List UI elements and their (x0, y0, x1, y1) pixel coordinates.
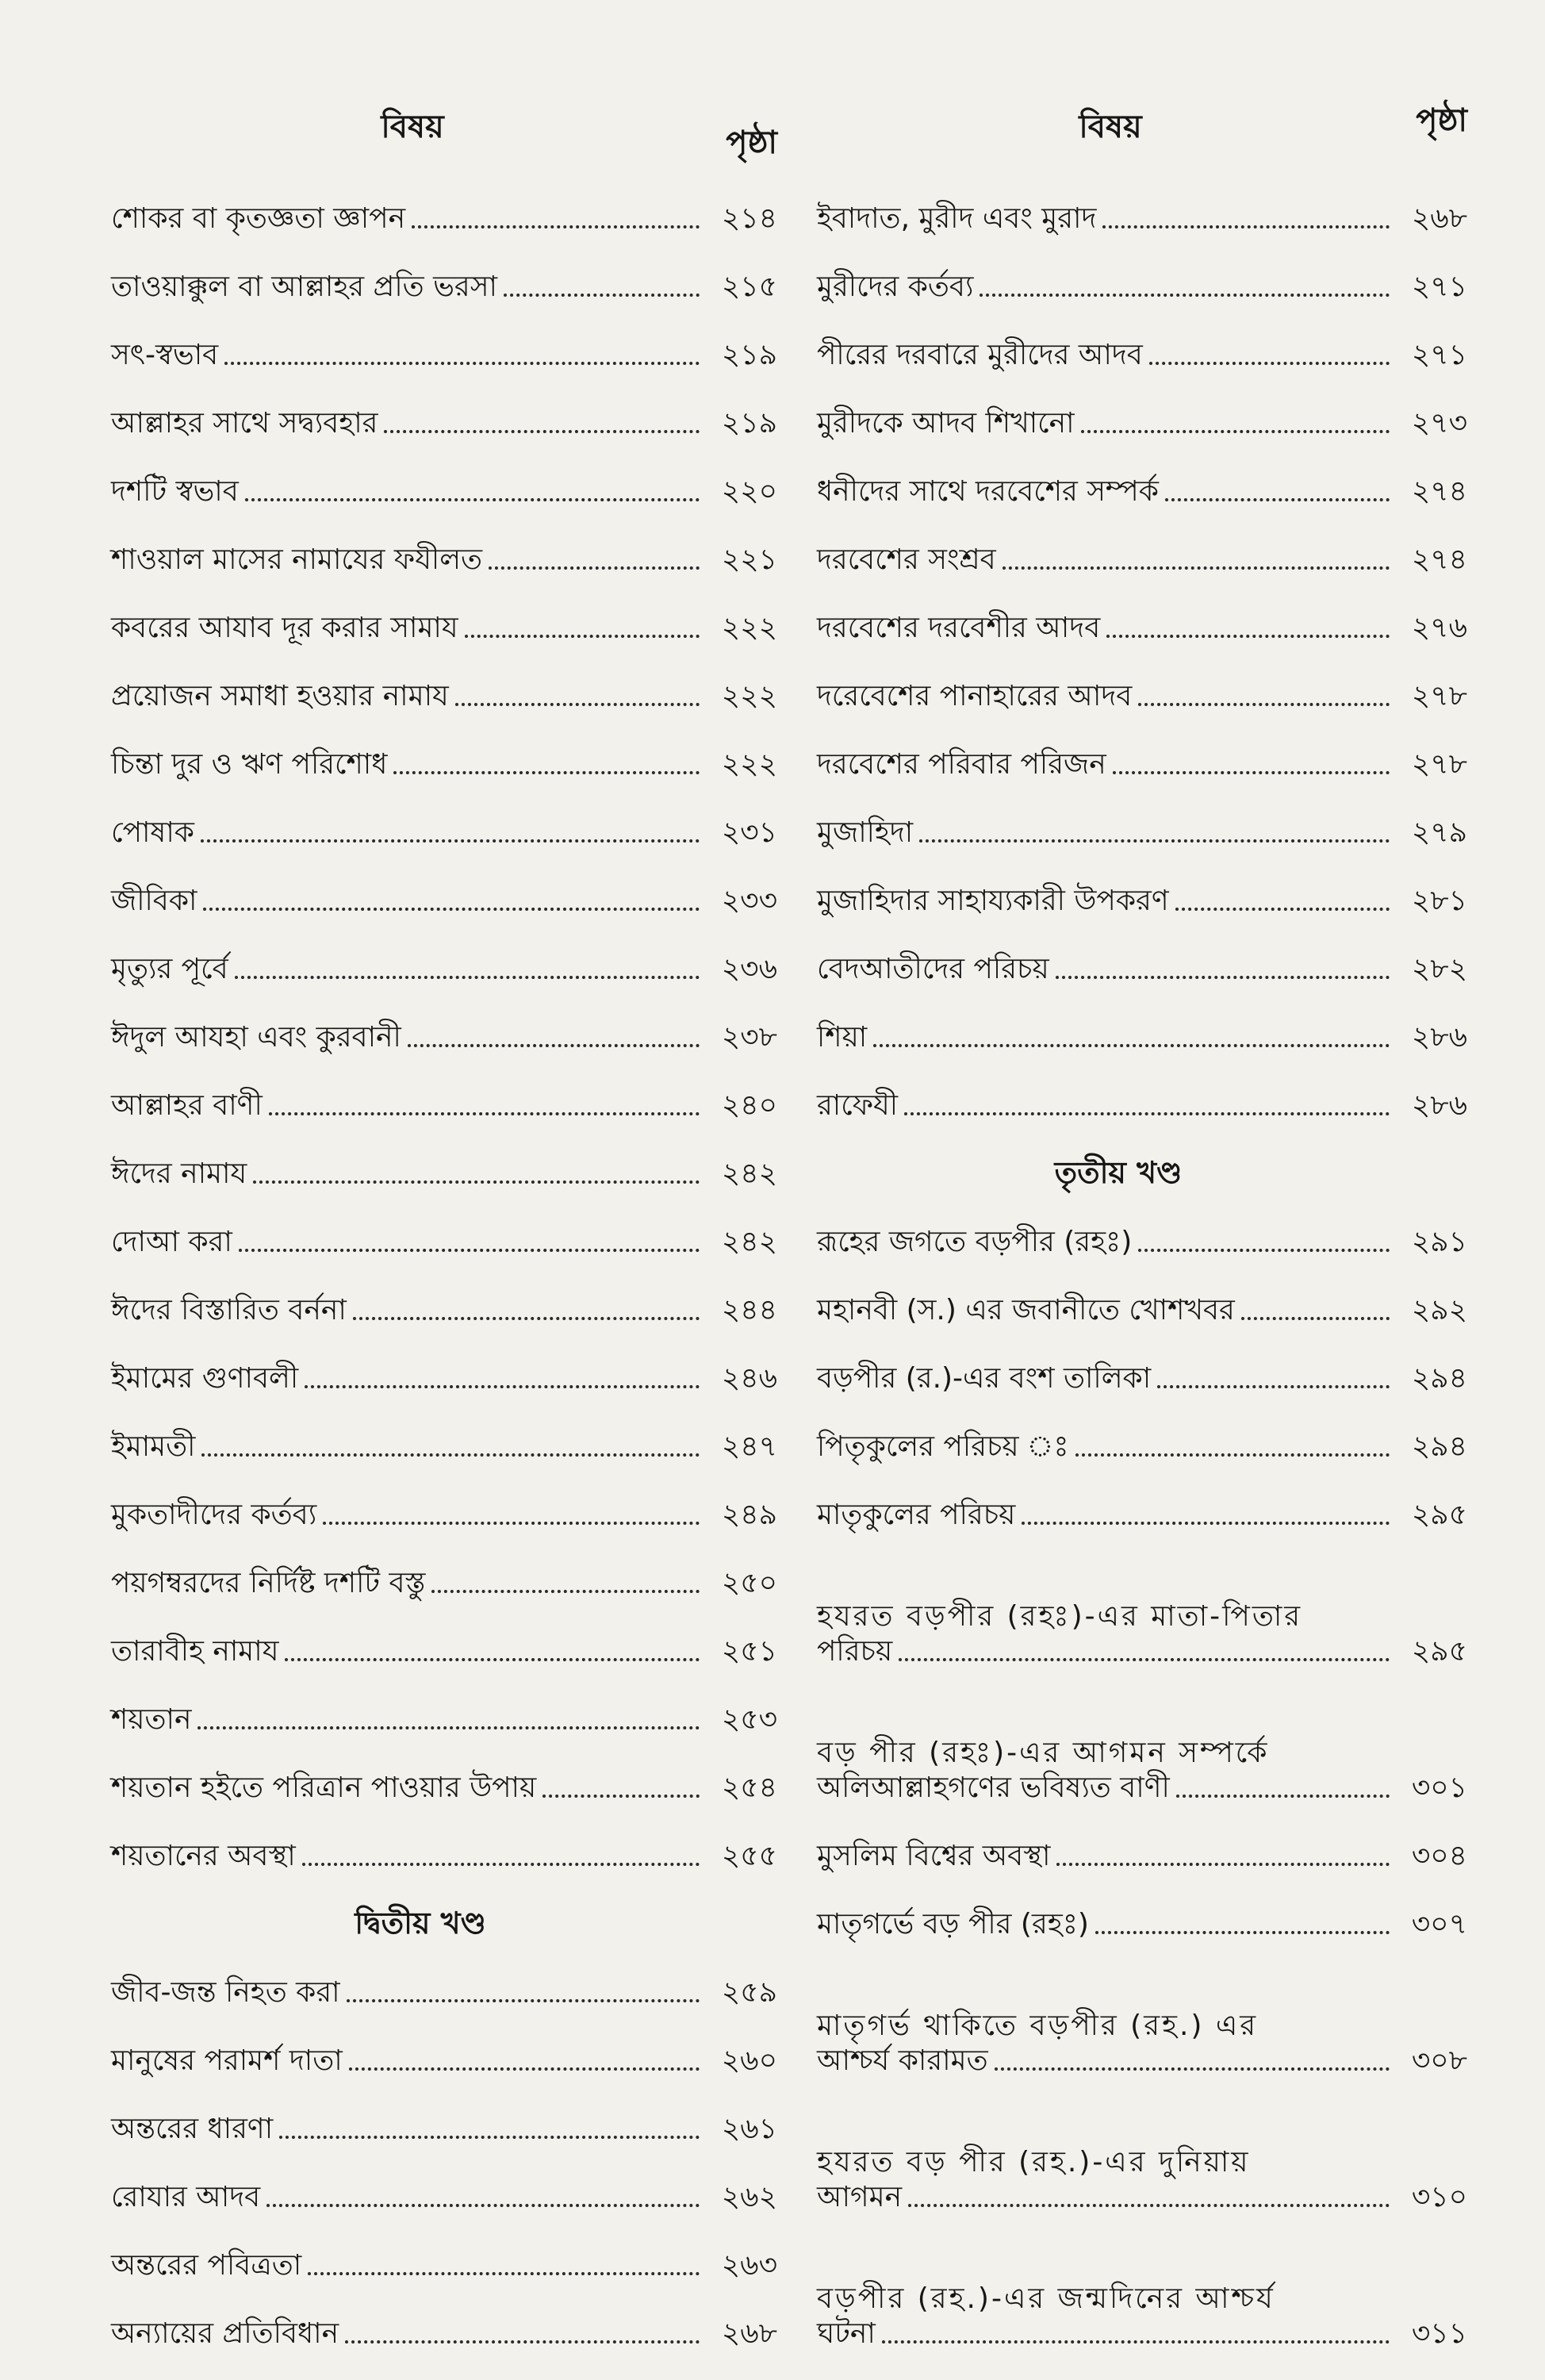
entry-page-number: ২৫৯ (721, 1976, 777, 2009)
toc-entry (817, 441, 1467, 509)
toc-entry (111, 1533, 777, 1601)
dot-leader (302, 1863, 700, 1866)
entry-page-number: ২৬৮ (721, 2317, 777, 2350)
left-entries (111, 168, 777, 1874)
toc-entry (111, 1396, 777, 1464)
toc-entry (111, 2079, 777, 2147)
toc-entry (111, 2010, 777, 2079)
toc-entry (111, 305, 777, 373)
entry-page-number: ২৭১ (1411, 271, 1467, 303)
entry-page-number: ২৫০ (721, 1567, 777, 1599)
dot-leader (1157, 1385, 1390, 1388)
entry-title: পোষাক (111, 816, 194, 849)
entry-page-number: ২৮৬ (1411, 1089, 1467, 1122)
entry-page-number: ২৭৬ (1411, 612, 1467, 644)
toc-entry (817, 1192, 1467, 1260)
toc-entry (817, 714, 1467, 782)
dot-leader (1176, 1795, 1390, 1798)
left-entries-volume-2 (111, 1942, 777, 2351)
toc-entry (111, 1464, 777, 1533)
entry-page-number: ২৪৪ (721, 1294, 777, 1326)
entry-title: সৎ-স্বভাব (111, 339, 219, 371)
dot-leader (1003, 566, 1390, 570)
entry-page-number: ২৮২ (1411, 953, 1467, 985)
dot-leader (285, 1658, 700, 1661)
left-column (111, 95, 777, 2351)
entry-title: মাতৃগর্ভে বড় পীর (রহঃ) (817, 1908, 1089, 1940)
toc-entry (817, 646, 1467, 714)
toc-entry (111, 236, 777, 305)
entry-page-number: ২৪০ (721, 1089, 777, 1122)
entry-page-number: ২৭১ (1411, 339, 1467, 371)
dot-leader (1102, 225, 1390, 228)
entry-title: শিয়া (817, 1021, 868, 1054)
dot-leader (269, 1112, 700, 1115)
toc-entry (111, 1328, 777, 1396)
toc-entry (817, 1055, 1467, 1123)
entry-title: দরেবেশের পানাহারের আদব (817, 680, 1133, 712)
entry-page-number: ৩১০ (1411, 2181, 1467, 2213)
dot-leader (253, 1180, 700, 1184)
entry-title: মাতৃকুলের পরিচয় (817, 1499, 1016, 1531)
entry-title: পয়গম্বরদের নির্দিষ্ট দশটি বস্তু (111, 1567, 426, 1599)
entry-page-number: ২৮১ (1411, 885, 1467, 917)
toc-entry (111, 1192, 777, 1260)
entry-title-line1: মাতৃগর্ভ থাকিতে বড়পীর (রহ.) এর (817, 2010, 1259, 2042)
toc-entry (817, 305, 1467, 373)
dot-leader (1241, 1317, 1390, 1320)
toc-entry (111, 646, 777, 714)
topic-heading: বিষয় (1079, 109, 1142, 145)
dot-leader (353, 1317, 700, 1320)
dot-leader (408, 1044, 700, 1047)
entry-title: পিতৃকুলের পরিচয় ঃ (817, 1430, 1069, 1463)
entry-title: বেদআতীদের পরিচয় (817, 953, 1049, 985)
entry-title-line1: বড়পীর (রহ.)-এর জন্মদিনের আশ্চর্য (817, 2282, 1275, 2315)
entry-title: অন্যায়ের প্রতিবিধান (111, 2317, 339, 2350)
entry-title: কবরের আযাব দূর করার সামায (111, 612, 458, 644)
entry-page-number: ২৯১ (1411, 1226, 1467, 1258)
toc-entry (817, 168, 1467, 236)
entry-title: মুরীদের কর্তব্য (817, 271, 974, 303)
entry-title: দরবেশের দরবেশীর আদব (817, 612, 1101, 644)
entry-title: ঈদের নামায (111, 1157, 247, 1190)
entry-page-number: ২৬১ (721, 2113, 777, 2145)
entry-page-number: ২১৯ (721, 407, 777, 440)
entry-title-row (817, 2180, 1467, 2215)
entry-page-number: ২২২ (721, 680, 777, 712)
left-column-header (111, 95, 777, 168)
entry-title: মানুষের পরামর্শ দাতা (111, 2044, 343, 2077)
dot-leader (1075, 1453, 1390, 1457)
entry-page-number: ২৬৮ (1411, 202, 1467, 235)
dot-leader (1056, 1863, 1390, 1866)
entry-title: ধনীদের সাথে দরবেশের সম্পর্ক (817, 475, 1159, 508)
toc-entry (817, 373, 1467, 441)
toc-entry (111, 782, 777, 850)
toc-entry (111, 1669, 777, 1737)
toc-entry (111, 2215, 777, 2283)
entry-title-row (817, 2044, 1467, 2079)
entry-title-line1: বড় পীর (রহঃ)-এর আগমন সম্পর্কে (817, 1737, 1270, 1769)
entry-title: তারাবীহ নামায (111, 1635, 279, 1668)
dot-leader (1165, 498, 1390, 501)
dot-leader (1081, 430, 1390, 433)
topic-heading: বিষয় (381, 109, 444, 145)
entry-page-number: ২১৫ (721, 271, 777, 303)
dot-leader (245, 498, 700, 501)
entry-page-number: ২৭৯ (1411, 816, 1467, 849)
entry-title: শাওয়াল মাসের নামাযের ফযীলত (111, 543, 483, 576)
dot-leader (1056, 976, 1390, 979)
entry-page-number: ২৫৪ (721, 1772, 777, 1804)
toc-entry (111, 168, 777, 236)
entry-page-number: ২৪৬ (721, 1362, 777, 1395)
entry-page-number: ২৭৮ (1411, 680, 1467, 712)
entry-title: রাফেযী (817, 1089, 899, 1122)
toc-entry (817, 2215, 1467, 2351)
section-heading-volume-2: দ্বিতীয় খণ্ড (355, 1906, 486, 1940)
entry-page-number: ২৫৫ (721, 1840, 777, 1872)
entry-title: ঈদের বিস্তারিত বর্ননা (111, 1294, 347, 1326)
toc-entry (111, 850, 777, 919)
entry-title: আল্লাহর সাথে সদ্ব্যবহার (111, 407, 378, 440)
dot-leader (908, 2204, 1390, 2207)
entry-page-number: ২১৪ (721, 202, 777, 235)
dot-leader (384, 430, 700, 433)
entry-title: রূহের জগতে বড়পীর (রহঃ) (817, 1226, 1133, 1258)
dot-leader (345, 2340, 700, 2344)
right-entries (817, 168, 1467, 1123)
toc-entry (817, 1874, 1467, 1942)
entry-page-number: ২৪৯ (721, 1499, 777, 1531)
dot-leader (1095, 1931, 1390, 1934)
dot-leader (239, 1249, 700, 1252)
dot-leader (266, 2204, 700, 2207)
dot-leader (1138, 1249, 1390, 1252)
toc-entry (817, 782, 1467, 850)
entry-title: মুজাহিদার সাহায্যকারী উপকরণ (817, 885, 1169, 917)
dot-leader (203, 908, 700, 911)
toc-entry (817, 1328, 1467, 1396)
entry-page-number: ২২০ (721, 475, 777, 508)
toc-entry (817, 1533, 1467, 1669)
dot-leader (919, 839, 1390, 843)
entry-title: প্রয়োজন সমাধা হওয়ার নামায (111, 680, 449, 712)
dot-leader (323, 1522, 700, 1525)
toc-entry (111, 373, 777, 441)
entry-page-number: ২৯২ (1411, 1294, 1467, 1326)
entry-page-number: ৩০৭ (1411, 1908, 1467, 1940)
toc-entry (111, 1601, 777, 1669)
entry-title-line1: হযরত বড় পীর (রহ.)-এর দুনিয়ায় (817, 2146, 1251, 2178)
toc-entry (111, 2147, 777, 2215)
dot-leader (899, 1658, 1390, 1661)
toc-entry (111, 1260, 777, 1328)
dot-leader (980, 294, 1390, 297)
entry-title-line1: হযরত বড়পীর (রহঃ)-এর মাতা-পিতার (817, 1600, 1303, 1633)
entry-title: মুসলিম বিশ্বের অবস্থা (817, 1840, 1051, 1872)
entry-page-number: ৩১১ (1411, 2317, 1467, 2350)
entry-page-number: ৩০৮ (1411, 2044, 1467, 2077)
entry-title: মৃত্যুর পূর্বে (111, 953, 228, 985)
entry-title: ইমামতী (111, 1430, 196, 1463)
toc-entry (111, 1055, 777, 1123)
entry-title: তাওয়াক্কুল বা আল্লাহর প্রতি ভরসা (111, 271, 497, 303)
entry-title: ঘটনা (817, 2317, 876, 2350)
entry-page-number: ২৭৮ (1411, 748, 1467, 781)
entry-page-number: ২৬৩ (721, 2249, 777, 2282)
entry-page-number: ২৯৪ (1411, 1430, 1467, 1463)
page-heading: পৃষ্ঠা (1416, 102, 1467, 139)
dot-leader (308, 2272, 700, 2275)
dot-leader (542, 1795, 700, 1798)
dot-leader (224, 362, 700, 365)
toc-entry (817, 236, 1467, 305)
dot-leader (201, 1453, 700, 1457)
toc-entry (111, 578, 777, 646)
entry-page-number: ২৪২ (721, 1157, 777, 1190)
toc-entry (111, 1737, 777, 1806)
entry-page-number: ২৩১ (721, 816, 777, 849)
entry-page-number: ২৫১ (721, 1635, 777, 1668)
dot-leader (489, 566, 700, 570)
entry-page-number: ২৭৪ (1411, 543, 1467, 576)
entry-page-number: ২৪২ (721, 1226, 777, 1258)
entry-title: দরবেশের পরিবার পরিজন (817, 748, 1106, 781)
right-column-header (817, 95, 1467, 168)
toc-entry (817, 1806, 1467, 1874)
entry-page-number: ৩০১ (1411, 1772, 1467, 1804)
entry-page-number: ২১৯ (721, 339, 777, 371)
entry-title-row (817, 1771, 1467, 1806)
dot-leader (347, 1999, 700, 2002)
entry-title: শয়তান (111, 1703, 192, 1736)
dot-leader (305, 1385, 700, 1388)
toc-entry (817, 1464, 1467, 1533)
dot-leader (465, 635, 700, 638)
toc-entry (817, 919, 1467, 987)
dot-leader (197, 1726, 700, 1729)
dot-leader (1149, 362, 1390, 365)
entry-page-number: ২২২ (721, 612, 777, 644)
entry-title: দোআ করা (111, 1226, 232, 1258)
toc-entry (817, 1260, 1467, 1328)
entry-title: মুজাহিদা (817, 816, 914, 849)
dot-leader (455, 703, 700, 706)
entry-title: দরবেশের সংশ্রব (817, 543, 996, 576)
dot-leader (393, 771, 700, 774)
toc-entry (817, 850, 1467, 919)
entry-title: রোযার আদব (111, 2181, 261, 2213)
entry-page-number: ২৪৭ (721, 1430, 777, 1463)
dot-leader (995, 2067, 1390, 2071)
entry-page-number: ২৫৩ (721, 1703, 777, 1736)
entry-title: পীরের দরবারে মুরীদের আদব (817, 339, 1143, 371)
dot-leader (349, 2067, 700, 2071)
section-heading-volume-3: তৃতীয় খণ্ড (1054, 1155, 1183, 1190)
entry-title: শোকর বা কৃতজ্ঞতা জ্ঞাপন (111, 202, 406, 235)
page-heading: পৃষ্ঠা (726, 125, 777, 161)
entry-title: আল্লাহর বাণী (111, 1089, 263, 1122)
entry-page-number: ২৮৬ (1411, 1021, 1467, 1054)
entry-title: আগমন (817, 2181, 903, 2213)
entry-title: বড়পীর (র.)-এর বংশ তালিকা (817, 1362, 1152, 1395)
entry-page-number: ২৯৫ (1411, 1635, 1467, 1668)
entry-title: ইমামের গুণাবলী (111, 1362, 299, 1395)
dot-leader (1175, 908, 1390, 911)
toc-entry (111, 1806, 777, 1874)
toc-entry (111, 714, 777, 782)
dot-leader (235, 976, 700, 979)
right-column (817, 95, 1467, 2351)
dot-leader (412, 225, 700, 228)
entry-page-number: ২৯৫ (1411, 1499, 1467, 1531)
toc-entry (817, 578, 1467, 646)
entry-title-row (817, 2317, 1467, 2351)
entry-title: অলিআল্লাহগণের ভবিষ্যত বাণী (817, 1772, 1170, 1804)
dot-leader (904, 1112, 1390, 1115)
entry-title: মহানবী (স.) এর জবানীতে খোশখবর (817, 1294, 1235, 1326)
toc-entry (111, 441, 777, 509)
dot-leader (504, 294, 700, 297)
toc-entry (111, 987, 777, 1055)
entry-page-number: ২৭৩ (1411, 407, 1467, 440)
dot-leader (431, 1590, 700, 1593)
entry-page-number: ২৩৬ (721, 953, 777, 985)
entry-title: পরিচয় (817, 1635, 893, 1668)
toc-entry (817, 1396, 1467, 1464)
entry-page-number: ২৯৪ (1411, 1362, 1467, 1395)
dot-leader (873, 1044, 1390, 1047)
entry-page-number: ২৩৩ (721, 885, 777, 917)
dot-leader (201, 839, 700, 843)
entry-title: জীবিকা (111, 885, 197, 917)
dot-leader (1138, 703, 1390, 706)
toc-entry (817, 987, 1467, 1055)
toc-entry (111, 919, 777, 987)
entry-title-row (817, 1634, 1467, 1669)
entry-page-number: ২২২ (721, 748, 777, 781)
entry-title: মুরীদকে আদব শিখানো (817, 407, 1075, 440)
entry-title: ইবাদাত, মুরীদ এবং মুরাদ (817, 202, 1097, 235)
toc-entry (817, 1669, 1467, 1806)
entry-title: দশটি স্বভাব (111, 475, 239, 508)
entry-title: আশ্চর্য কারামত (817, 2044, 988, 2077)
right-entries-volume-3 (817, 1192, 1467, 2351)
entry-title: অন্তরের পবিত্রতা (111, 2249, 302, 2282)
toc-entry (111, 509, 777, 578)
entry-page-number: ২৭৪ (1411, 475, 1467, 508)
entry-page-number: ২৬২ (721, 2181, 777, 2213)
entry-page-number: ২৩৮ (721, 1021, 777, 1054)
entry-title: চিন্তা দুর ও ঋণ পরিশোধ (111, 748, 388, 781)
entry-title: মুকতাদীদের কর্তব্য (111, 1499, 317, 1531)
entry-page-number: ৩০৪ (1411, 1840, 1467, 1872)
dot-leader (1022, 1522, 1390, 1525)
dot-leader (1106, 635, 1390, 638)
dot-leader (1113, 771, 1390, 774)
toc-entry (817, 2079, 1467, 2215)
entry-title: শয়তান হইতে পরিত্রান পাওয়ার উপায় (111, 1772, 537, 1804)
toc-entry (111, 2283, 777, 2351)
toc-entry (111, 1942, 777, 2010)
entry-title: শয়তানের অবস্থা (111, 1840, 296, 1872)
entry-page-number: ২৬০ (721, 2044, 777, 2077)
dot-leader (882, 2340, 1390, 2344)
entry-title: জীব-জন্ত নিহত করা (111, 1976, 340, 2009)
entry-title: অন্তরের ধারণা (111, 2113, 274, 2145)
dot-leader (279, 2136, 700, 2139)
toc-entry (817, 1942, 1467, 2079)
toc-entry (817, 509, 1467, 578)
entry-title: ঈদুল আযহা এবং কুরবানী (111, 1021, 401, 1054)
entry-page-number: ২২১ (721, 543, 777, 576)
toc-entry (111, 1123, 777, 1192)
